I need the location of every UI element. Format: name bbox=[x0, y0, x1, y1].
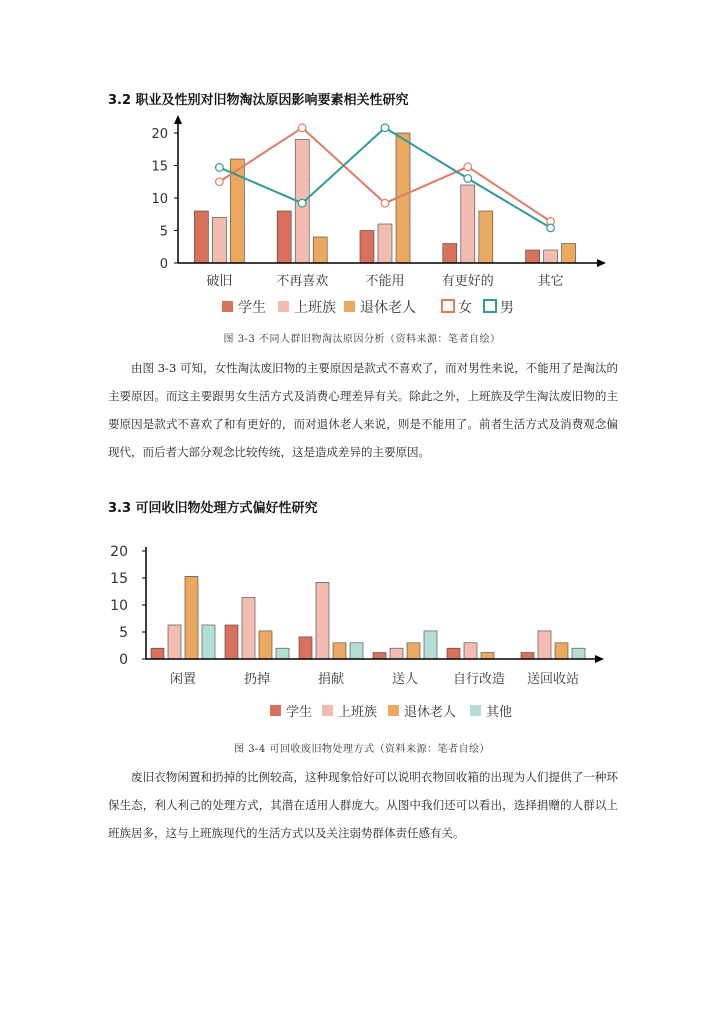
legend-label-学生: 学生 bbox=[238, 300, 266, 316]
legend-swatch-其他 bbox=[470, 705, 481, 716]
bar-学生 bbox=[373, 653, 386, 659]
legend-swatch-退休老人 bbox=[344, 301, 355, 312]
x-tick-label: 不再喜欢 bbox=[276, 274, 329, 289]
legend-label-女: 女 bbox=[458, 300, 472, 316]
legend-label-退休老人: 退休老人 bbox=[404, 705, 457, 720]
x-tick-label: 捐献 bbox=[317, 672, 345, 687]
bar-学生 bbox=[443, 244, 457, 264]
line-男 bbox=[219, 128, 550, 228]
y-tick-label: 0 bbox=[119, 652, 128, 668]
x-tick-label: 自行改造 bbox=[452, 672, 506, 687]
legend-label-上班族: 上班族 bbox=[338, 705, 378, 720]
x-tick-label: 破旧 bbox=[206, 274, 233, 289]
legend-label-男: 男 bbox=[500, 300, 514, 316]
point-女 bbox=[298, 124, 306, 132]
y-axis-arrow bbox=[174, 115, 182, 124]
x-axis-arrow bbox=[595, 655, 604, 663]
bar-退休老人 bbox=[313, 237, 327, 263]
legend-swatch-学生 bbox=[270, 705, 281, 716]
bar-学生 bbox=[194, 211, 208, 263]
bar-退休老人 bbox=[259, 631, 272, 659]
x-tick-label: 有更好的 bbox=[441, 274, 494, 289]
bar-上班族 bbox=[242, 597, 255, 659]
x-tick-label: 送人 bbox=[391, 672, 419, 687]
bar-其他 bbox=[424, 631, 437, 659]
bar-其他 bbox=[350, 643, 363, 659]
bar-学生 bbox=[299, 637, 312, 659]
bar-退休老人 bbox=[407, 643, 420, 659]
bar-学生 bbox=[447, 648, 460, 659]
x-tick-label: 闲置 bbox=[169, 672, 197, 687]
bar-学生 bbox=[225, 625, 238, 659]
legend-label-学生: 学生 bbox=[286, 705, 313, 720]
bar-学生 bbox=[521, 653, 534, 659]
legend-label-退休老人: 退休老人 bbox=[360, 300, 416, 316]
figure-caption-3-4: 图 3-4 可回收废旧物处理方式（资料来源：笔者自绘） bbox=[234, 744, 490, 755]
point-女 bbox=[464, 163, 472, 171]
legend-swatch-上班族 bbox=[278, 301, 289, 312]
legend-swatch-男 bbox=[484, 300, 496, 312]
x-tick-label: 不能用 bbox=[365, 274, 405, 289]
figure-caption-3-3: 图 3-3 不同人群旧物淘汰原因分析（资料来源：笔者自绘） bbox=[223, 334, 501, 345]
point-男 bbox=[381, 124, 389, 132]
bar-上班族 bbox=[168, 625, 181, 659]
bar-上班族 bbox=[538, 631, 551, 659]
y-tick-label: 20 bbox=[151, 127, 168, 142]
legend-label-上班族: 上班族 bbox=[294, 300, 336, 316]
bar-退休老人 bbox=[481, 653, 494, 659]
bar-上班族 bbox=[544, 250, 558, 263]
legend-swatch-女 bbox=[442, 300, 454, 312]
bar-学生 bbox=[360, 231, 374, 264]
bar-其他 bbox=[572, 648, 585, 659]
bar-上班族 bbox=[461, 185, 475, 263]
chart-disposal-reasons bbox=[0, 115, 724, 325]
bar-其他 bbox=[202, 625, 215, 659]
bar-学生 bbox=[151, 648, 164, 659]
bar-学生 bbox=[526, 250, 540, 263]
bar-学生 bbox=[277, 211, 291, 263]
y-tick-label: 15 bbox=[151, 159, 168, 175]
point-男 bbox=[216, 164, 224, 172]
bar-退休老人 bbox=[333, 643, 346, 659]
point-女 bbox=[381, 199, 389, 207]
x-tick-label: 其它 bbox=[537, 274, 564, 289]
bar-退休老人 bbox=[562, 244, 576, 264]
x-axis-arrow bbox=[597, 259, 606, 267]
legend-label-其他: 其他 bbox=[486, 705, 513, 720]
bar-退休老人 bbox=[555, 643, 568, 659]
paragraph-3-3: 废旧衣物闲置和扔掉的比例较高，这种现象恰好可以说明衣物回收箱的出现为人们提供了一种环保生态，利人利己的处理方式，其潜在适用人群庞大。从图中我们还可以看出，选择捐赠的人群以上班族居多，这与上班族现代的生活方式以及关注弱势群体责任感有关。 bbox=[108, 770, 618, 840]
paragraph-3-2: 由图 3-3 可知，女性淘汰废旧物的主要原因是款式不喜欢了，而对男性来说，不能用了是淘汰的主要原因。而这主要跟男女生活方式及消费心理差异有关。除此之外，上班族及学生淘汰废旧物的主要原因是款式不喜欢了和有更好的，而对退休老人来说，则是不能用了。前者生活方式及消费观念偏现代，而后者大部分观念比较传统，这是造成差异的主要原因。 bbox=[108, 361, 618, 459]
legend-swatch-学生 bbox=[222, 301, 233, 312]
section-heading-3-3: 3.3 可回收旧物处理方式偏好性研究 bbox=[108, 501, 318, 516]
y-tick-label: 0 bbox=[159, 257, 168, 272]
bar-其他 bbox=[276, 648, 289, 659]
bar-上班族 bbox=[378, 224, 392, 263]
chart-disposal-methods bbox=[0, 535, 724, 730]
y-tick-label: 5 bbox=[159, 224, 168, 240]
bar-上班族 bbox=[390, 648, 403, 659]
x-tick-label: 送回收站 bbox=[526, 672, 580, 687]
y-tick-label: 20 bbox=[110, 544, 128, 560]
y-tick-label: 10 bbox=[110, 598, 128, 614]
bar-上班族 bbox=[212, 218, 226, 264]
legend-swatch-上班族 bbox=[322, 705, 333, 716]
point-男 bbox=[547, 224, 555, 232]
y-tick-label: 10 bbox=[151, 192, 168, 207]
legend-swatch-退休老人 bbox=[388, 705, 399, 716]
section-heading-3-2: 3.2 职业及性别对旧物淘汰原因影响要素相关性研究 bbox=[108, 93, 409, 108]
y-tick-label: 15 bbox=[110, 571, 128, 587]
point-男 bbox=[464, 175, 472, 183]
y-tick-label: 5 bbox=[119, 625, 128, 641]
point-男 bbox=[298, 199, 306, 207]
point-女 bbox=[216, 178, 224, 186]
bar-上班族 bbox=[316, 582, 329, 659]
bar-退休老人 bbox=[185, 576, 198, 659]
bar-退休老人 bbox=[479, 211, 493, 263]
bar-上班族 bbox=[464, 643, 477, 659]
x-tick-label: 扔掉 bbox=[243, 672, 271, 687]
